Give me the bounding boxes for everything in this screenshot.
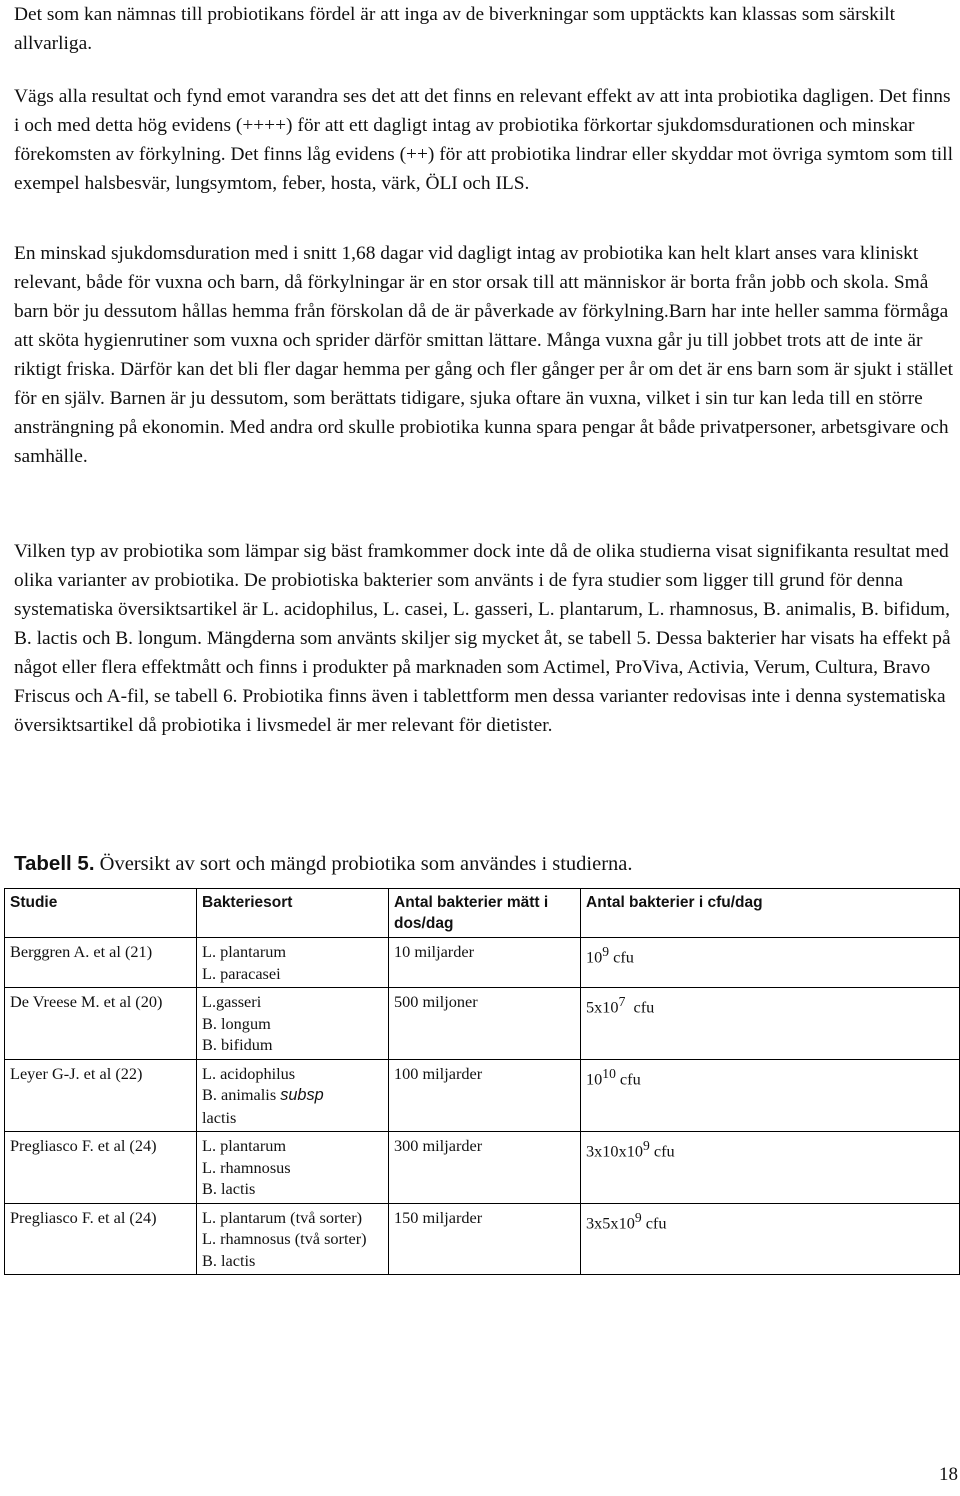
cell-cfu [581,988,960,1060]
cfu-exponent: 9 [602,944,610,959]
bacteria-line: L. plantarum [202,942,287,961]
cfu-base: 5x10 [586,997,619,1017]
cfu-unit: cfu [641,1212,667,1232]
cell-bacteria [197,1059,389,1132]
cell-bacteria [197,1132,389,1204]
paragraph-probiotic-types: Vilken typ av probiotika som lämpar sig bäst framkommer dock inte då de olika studierna visat signifikanta resultat med olika varianter av probiotika. De probiotiska bakterier som använts i de fyra studier som ligger till grund för denna systematiska översiktsartikel är L. acidophilus, L. casei, L. gasseri, L. plantarum, L. rhamnosus, B. animalis, B. bifidum, B. lactis och B. longum. Mängderna som använts skiljer sig mycket åt, se tabell 5. Dessa bakterier har visats ha effekt på något eller flera effektmått och finns i produkter på marknaden som Actimel, ProViva, Activia, Verum, Cultura, Bravo Friscus och A-fil, se tabell 6. Probiotika finns även i tablettform men dessa varianter redovisas inte i denna systematiska översiktsartikel då probiotika i livsmedel är mer relevant för dietister. [14,541,951,736]
bacteria-line: L. paracasei [202,963,281,983]
cell-study: Berggren A. et al (21) [5,938,197,988]
table-header-row [5,889,960,938]
cfu-unit: cfu [615,1068,641,1088]
bacteria-line: lactis [202,1107,237,1127]
cfu-unit: cfu [649,1141,675,1161]
paragraph-clinical-relevance: En minskad sjukdomsduration med i snitt 1,68 dagar vid dagligt intag av probiotika kan helt klart anses vara kliniskt relevant, både för vuxna och barn, då förkylningar är en stor orsak till att människor är borta från jobb och skola. Små barn bör ju dessutom hållas hemma från förskolan då de är påverkade av förkylning.Barn har inte heller samma förmåga att sköta hygienrutiner som vuxna och sprider därför smittan lättare. Många vuxna går ju till jobbet trots att de inte är riktigt friska. Därför kan det bli fler dagar hemma per gång och fler gånger per år om det är ens barn som är sjukt i stället för en själv. Barnen är ju dessutom, som berättats tidigare, sjuka oftare än vuxna, vilket i sin tur kan leda till en större ansträngning på ekonomin. Med andra ord skulle probiotika kunna spara pengar åt både privatpersoner, arbetsgivare och samhälle. [14,243,954,467]
header-amount-dose: Antal bakterier mätt i dos/dag [389,889,581,938]
table-row [5,938,960,988]
cfu-exponent: 10 [602,1065,616,1081]
bacteria-line: L. rhamnosus [202,1157,291,1177]
cell-amount: 300 miljarder [389,1132,581,1204]
cell-bacteria [197,1203,389,1275]
probiotics-table [4,888,960,1275]
bacteria-line: B. longum [202,1013,271,1033]
cfu-base: 10 [586,947,603,967]
bacteria-line [202,1084,383,1107]
bacteria-line: B. lactis [202,1250,256,1270]
cell-bacteria [197,988,389,1060]
bacteria-line: L. acidophilus [202,1063,296,1083]
cell-amount: 100 miljarder [389,1059,581,1132]
cell-amount: 150 miljarder [389,1203,581,1275]
paragraph-side-effects: Det som kan nämnas till probiotikans fördel är att inga av de biverkningar som upptäckts kan klassas som särskilt allvarliga. [14,4,896,54]
bacteria-line: L. plantarum [202,1136,287,1155]
bacteria-line: L. rhamnosus (två sorter) [202,1229,367,1248]
cell-study: Pregliasco F. et al (24) [5,1132,197,1204]
cell-cfu [581,938,960,988]
cell-study: Leyer G-J. et al (22) [5,1059,197,1132]
cfu-exponent: 7 [618,994,626,1009]
cfu-unit: cfu [609,947,634,967]
cfu-exponent: 9 [634,1209,642,1225]
header-study: Studie [5,889,197,938]
cfu-base: 10 [586,1068,603,1088]
table-row [5,1132,960,1204]
cfu-base: 3x10x10 [586,1141,643,1161]
cell-cfu [581,1203,960,1275]
bacteria-line: B. lactis [202,1179,256,1198]
cfu-base: 3x5x10 [586,1212,635,1232]
cfu-exponent: 9 [642,1138,650,1153]
cell-study: De Vreese M. et al (20) [5,988,197,1060]
cell-study: Pregliasco F. et al (24) [5,1203,197,1275]
table-row [5,1203,960,1275]
table-row [5,988,960,1060]
cell-cfu [581,1132,960,1204]
cell-cfu [581,1059,960,1132]
bacteria-subspecies: subsp [280,1086,324,1104]
bacteria-name: B. animalis [202,1085,281,1104]
bacteria-line: L. plantarum (två sorter) [202,1207,363,1227]
header-amount-cfu: Antal bakterier i cfu/dag [581,889,960,938]
bacteria-line: L.gasseri [202,992,262,1011]
table-caption [14,850,633,878]
paragraph-evidence: Vägs alla resultat och fynd emot varandra ses det att det finns en relevant effekt av att inta probiotika dagligen. Det finns i och med detta hög evidens (++++) för att ett dagligt intag av probiotika förkortar sjukdomsdurationen och minskar förekomsten av förkylning. Det finns låg evidens (++) för att probiotika lindrar eller skyddar mot övriga symtom som till exempel halsbesvär, lungsymtom, feber, hosta, värk, ÖLI och ILS. [14,86,953,194]
cell-bacteria [197,938,389,988]
bacteria-line: B. bifidum [202,1035,273,1054]
cell-amount: 10 miljarder [389,938,581,988]
header-bacteria: Bakteriesort [197,889,389,938]
cfu-unit: cfu [625,997,655,1017]
table-caption-label: Tabell 5. [14,852,95,875]
table-caption-text: Översikt av sort och mängd probiotika som användes i studierna. [94,853,633,875]
table-row [5,1059,960,1132]
page-number: 18 [939,1464,958,1485]
cell-amount: 500 miljoner [389,988,581,1060]
